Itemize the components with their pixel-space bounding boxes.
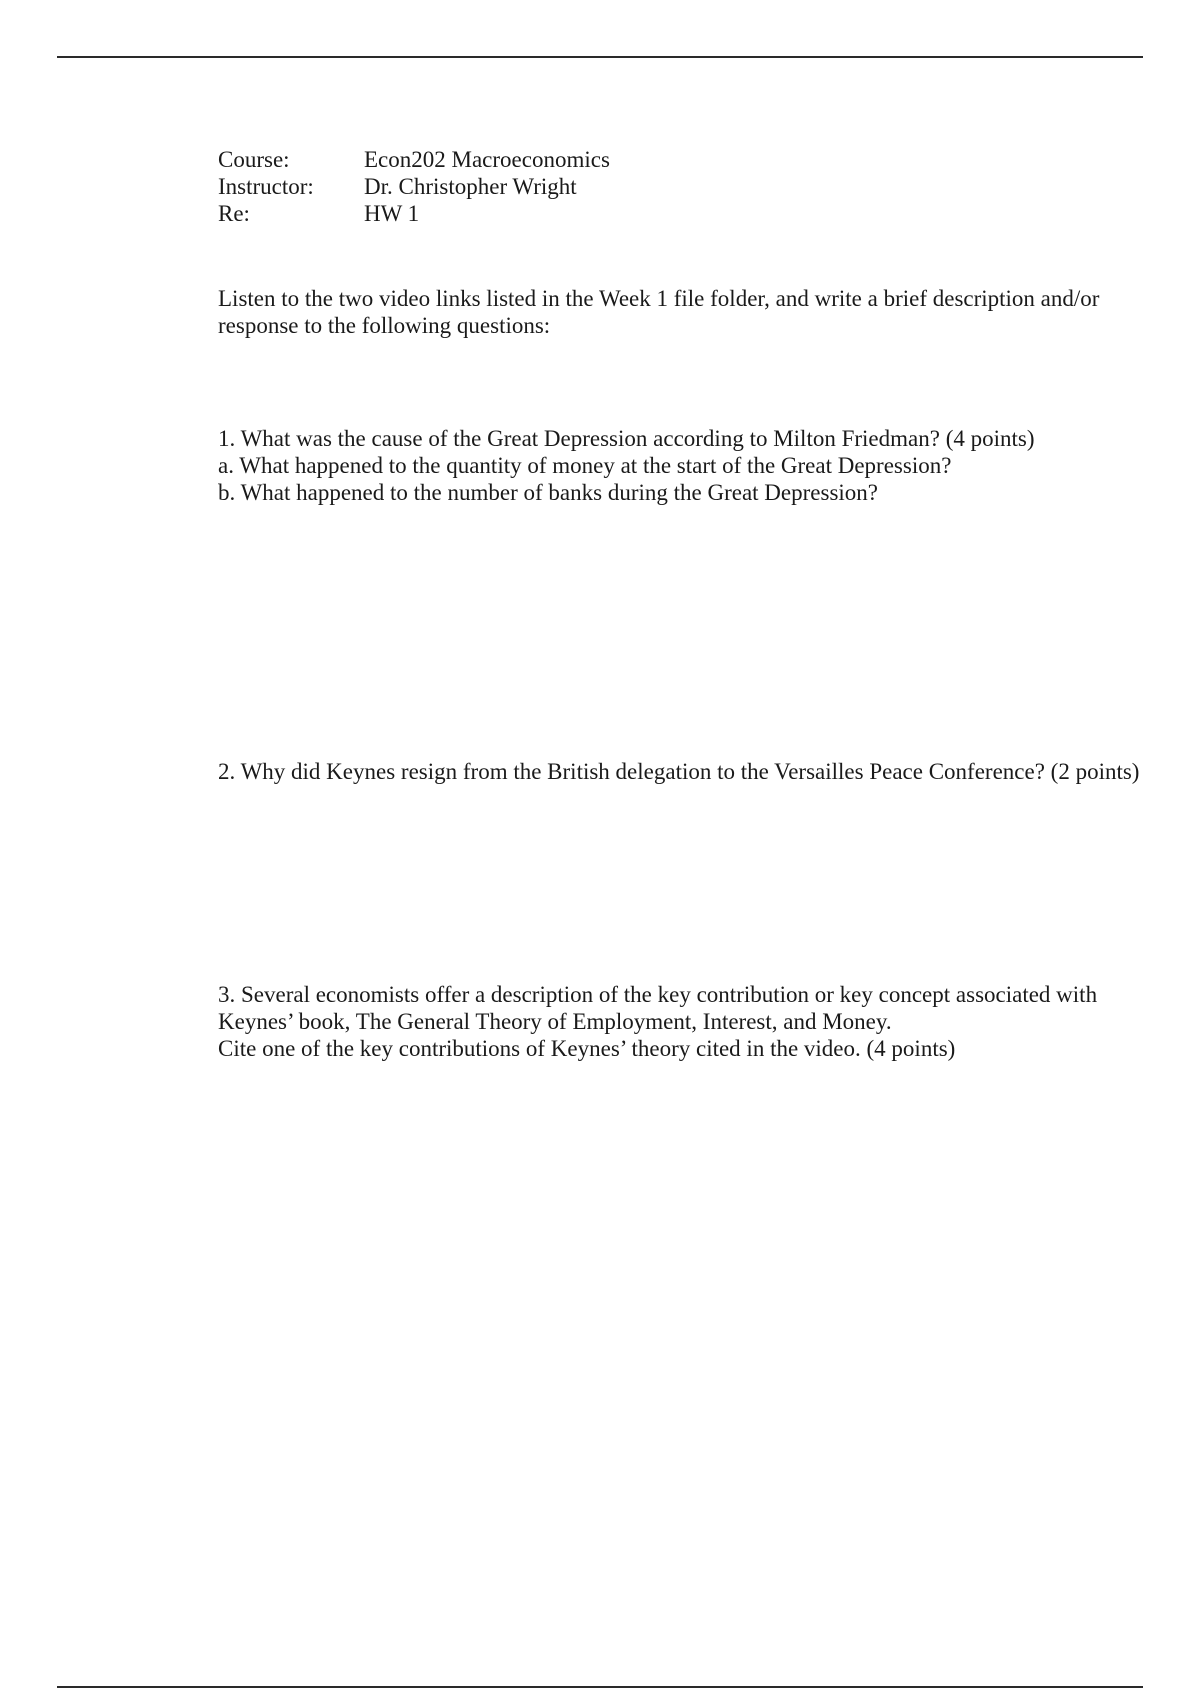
question-3-line-2: Keynes’ book, The General Theory of Employment, Interest, and Money. (218, 1009, 892, 1034)
memo-header (218, 146, 610, 227)
course-label: Course: (218, 147, 290, 172)
question-1a-text: a. What happened to the quantity of money at the start of the Great Depression? (218, 453, 952, 478)
instructor-row (218, 173, 610, 200)
intro-paragraph (218, 285, 1099, 339)
question-1 (218, 425, 1035, 506)
instructor-label: Instructor: (218, 174, 314, 199)
intro-line-1: Listen to the two video links listed in the Week 1 file folder, and write a brief description and/or (218, 286, 1100, 311)
top-rule (57, 56, 1143, 58)
instructor-value: Dr. Christopher Wright (364, 174, 577, 199)
re-row (218, 200, 610, 227)
question-3-line-3: Cite one of the key contributions of Keynes’ theory cited in the video. (4 points) (218, 1036, 956, 1061)
question-1b-text: b. What happened to the number of banks during the Great Depression? (218, 480, 878, 505)
course-row (218, 146, 610, 173)
intro-line-2: response to the following questions: (218, 313, 551, 338)
course-value: Econ202 Macroeconomics (364, 147, 610, 172)
bottom-rule (57, 1686, 1143, 1688)
re-label: Re: (218, 201, 250, 226)
question-2 (218, 758, 1139, 785)
re-value: HW 1 (364, 201, 420, 226)
question-2-text: 2. Why did Keynes resign from the British delegation to the Versailles Peace Conference? (2 points) (218, 759, 1140, 784)
question-3-line-1: 3. Several economists offer a description of the key contribution or key concept associated with (218, 982, 1098, 1007)
question-1-text: 1. What was the cause of the Great Depression according to Milton Friedman? (4 points) (218, 426, 1035, 451)
question-3 (218, 981, 1097, 1062)
